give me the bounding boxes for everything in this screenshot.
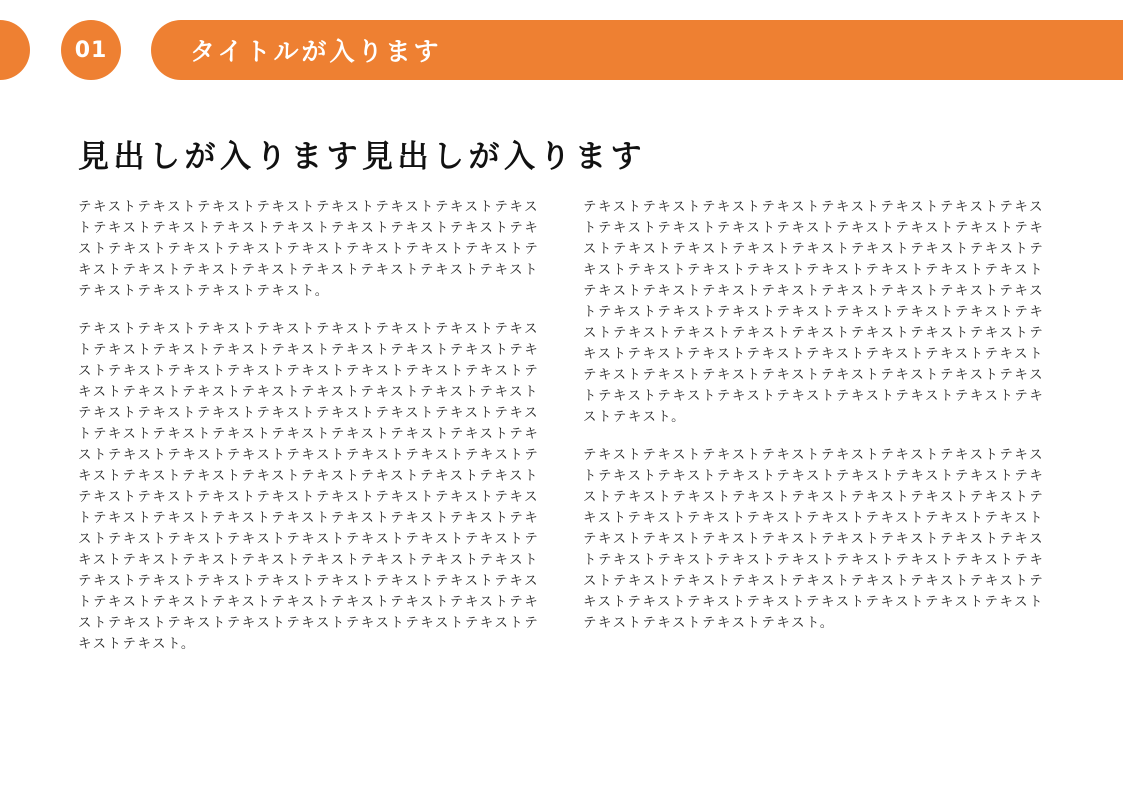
page-number-badge [61, 20, 121, 80]
body-paragraph: テキストテキストテキストテキストテキストテキストテキストテキストテキストテキストテキストテキストテキストテキストテキストテキストテキストテキストテキストテキストテキストテキストテキストテキストテキストテキストテキストテキストテキストテキストテキストテキストテキストテキストテキストテキストテキストテキストテキストテキストテキストテキストテキストテキストテキストテキストテキストテキストテキストテキストテキストテキストテキストテキストテキストテキストテキストテキストテキストテキストテキストテキストテキストテキストテキストテキストテキストテキストテキストテキストテキストテキストテキストテキストテキストテキストテキストテキストテキスト。 [583, 200, 1045, 425]
body-paragraph: テキストテキストテキストテキストテキストテキストテキストテキストテキストテキストテキストテキストテキストテキストテキストテキストテキストテキストテキストテキストテキストテキストテキストテキストテキストテキストテキストテキストテキストテキストテキストテキストテキストテキストテキストテキストテキストテキストテキストテキストテキストテキストテキストテキストテキストテキストテキストテキストテキストテキストテキストテキストテキストテキストテキストテキストテキストテキストテキストテキストテキストテキストテキストテキストテキストテキストテキストテキストテキストテキストテキストテキストテキストテキストテキストテキストテキストテキストテキストテキストテキストテキストテキストテキストテキストテキストテキストテキストテキストテキストテキストテキストテキストテキストテキストテキストテキストテキストテキストテキストテキストテキストテキストテキストテキストテキストテキストテキストテキストテキストテキストテキストテキストテキストテキストテキストテキストテキスト。 [78, 322, 540, 652]
section-heading: 見出しが入ります見出しが入ります [78, 139, 646, 175]
body-paragraph: テキストテキストテキストテキストテキストテキストテキストテキストテキストテキストテキストテキストテキストテキストテキストテキストテキストテキストテキストテキストテキストテキストテキストテキストテキストテキストテキストテキストテキストテキストテキストテキストテキストテキストテキストテキストテキストテキストテキストテキストテキストテキストテキストテキストテキストテキストテキストテキストテキストテキストテキストテキストテキストテキストテキストテキストテキストテキストテキストテキストテキストテキストテキストテキストテキストテキスト。 [583, 448, 1045, 631]
left-text-column [78, 197, 540, 672]
title-bar [151, 20, 1123, 80]
page-number: 01 [74, 37, 108, 63]
body-paragraph: テキストテキストテキストテキストテキストテキストテキストテキストテキストテキストテキストテキストテキストテキストテキストテキストテキストテキストテキストテキストテキストテキストテキストテキストテキストテキストテキストテキストテキストテキストテキストテキストテキストテキストテキスト。 [78, 200, 540, 299]
right-text-column [583, 197, 1045, 651]
decorative-half-circle [0, 20, 30, 80]
page-title: タイトルが入ります [190, 37, 442, 66]
